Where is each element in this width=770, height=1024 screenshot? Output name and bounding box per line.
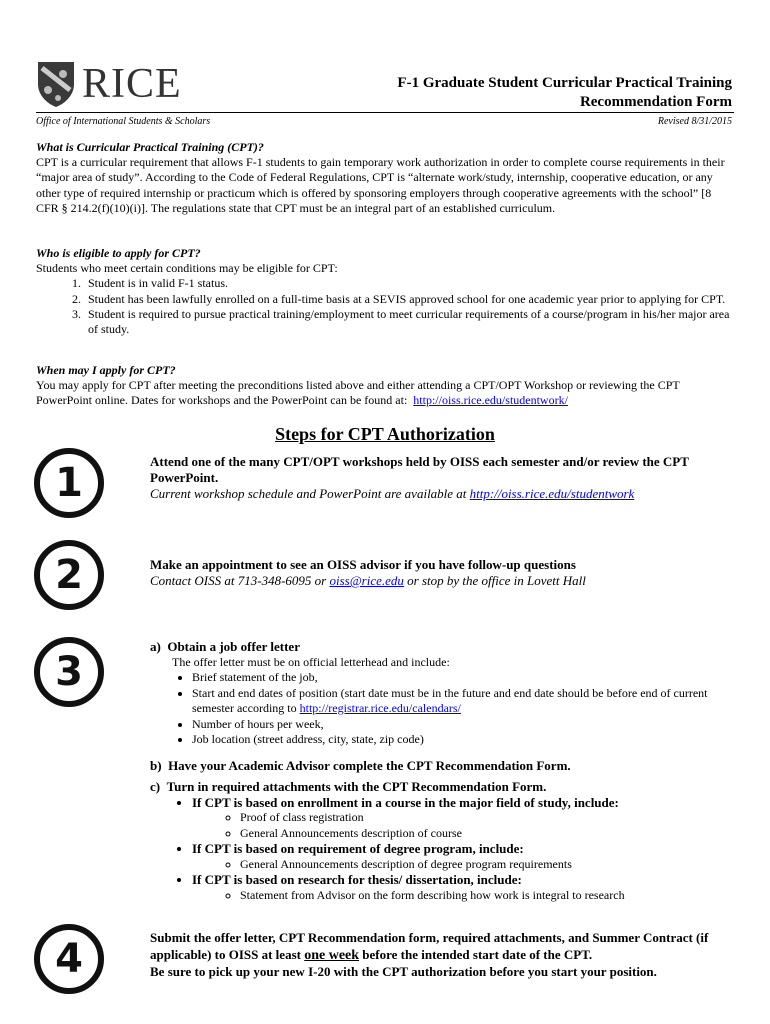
step-3a-intro: The offer letter must be on official letterhead and include: [172, 654, 450, 669]
step-3b-title: Have your Academic Advisor complete the CPT Recommendation Form. [168, 757, 571, 773]
attachment-group-title: If CPT is based on requirement of degree program, include: [192, 841, 524, 856]
eligibility-question: Who is eligible to apply for CPT? [36, 246, 201, 260]
page-title [397, 74, 732, 112]
cpt-question: What is Curricular Practical Training (CPT)? [36, 140, 264, 154]
step-4-icon: 4 [34, 924, 104, 994]
step-1-heading: Attend one of the many CPT/OPT workshops held by OISS each semester and/or review the CPT PowerPoint. [150, 454, 689, 485]
eligibility-section [36, 246, 734, 337]
step-3a-label: a) [150, 639, 161, 654]
list-item: • Job location (street address, city, state, zip code) [192, 732, 734, 748]
step-2-detail [150, 573, 734, 589]
header-divider [36, 112, 734, 113]
list-item [192, 686, 734, 717]
step-2-icon: 2 [34, 540, 104, 610]
step-3c-title: Turn in required attachments with the CPT Recommendation Form. [166, 779, 547, 794]
step-4-text-end: before the intended start date of the CPT. [362, 946, 593, 962]
step-2-contact-text: Contact OISS at 713-348-6095 or [150, 573, 327, 588]
step-4-text: Submit the offer letter, CPT Recommendation form, required attachments, and Summer Contract (if applicable) to OISS at least [150, 930, 709, 962]
title-line-2: Recommendation Form [579, 94, 732, 110]
list-item: 3. Student is required to pursue practical training/employment to meet curricular requirements of a course/program in his/her major area of study. [84, 307, 734, 337]
attachments-list [150, 795, 734, 904]
step-3c-label: c) [150, 779, 161, 794]
step-3c-heading [150, 779, 734, 795]
when-section [36, 363, 734, 409]
list-item: ◦ General Announcements description of degree program requirements [240, 857, 734, 873]
offer-letter-list [150, 670, 734, 748]
list-item: 2. Student has been lawfully enrolled on a full-time basis at a SEVIS approved school for one academic year prior to applying for CPT. [84, 292, 734, 307]
title-line-1: F-1 Graduate Student Curricular Practical Training [397, 75, 732, 91]
attachment-group [192, 795, 734, 842]
cpt-body: CPT is a curricular requirement that allows F-1 students to gain temporary work authorization in order to complete course requirements in their “major area of study”. According to the Code of Federal Regulations, CPT is “alternate work/study, internship, cooperative education, or any other type of required internship or practicum which is offered by sponsoring employers through cooperative agreements with the school” [8 CFR § 214.2(f)(10)(i)]. The regulations state that CPT must be an integral part of an established curriculum. [36, 155, 725, 215]
step-3a-heading [150, 639, 734, 655]
step-4-emphasis: one week [304, 947, 360, 963]
oiss-email-link[interactable]: oiss@rice.edu [329, 573, 404, 588]
step-4 [150, 930, 730, 981]
attachment-group-title: If CPT is based on research for thesis/ dissertation, include: [192, 872, 522, 887]
studentwork-link[interactable]: http://oiss.rice.edu/studentwork/ [413, 393, 568, 408]
attachment-group [192, 872, 734, 903]
step-2 [150, 557, 734, 589]
eligibility-list [36, 276, 734, 337]
step-2-heading: Make an appointment to see an OISS advisor if you have follow-up questions [150, 557, 576, 572]
step-1 [150, 454, 734, 502]
step-3 [150, 639, 734, 903]
attachment-sublist [192, 888, 734, 904]
cpt-section [36, 140, 734, 216]
when-body [36, 378, 734, 408]
list-item: • Number of hours per week, [192, 717, 734, 733]
revised-date: Revised 8/31/2015 [657, 116, 732, 127]
registrar-calendar-link[interactable]: http://registrar.rice.edu/calendars/ [299, 701, 461, 715]
attachment-group-title: If CPT is based on enrollment in a course in the major field of study, include: [192, 794, 619, 810]
when-question: When may I apply for CPT? [36, 363, 176, 377]
when-body-text: You may apply for CPT after meeting the preconditions listed above and either attending a CPT/OPT Workshop or reviewing the CPT PowerPoint online. Dates for workshops and the PowerPoint can be found at: [36, 378, 680, 408]
list-item: ◦ Statement from Advisor on the form describing how work is integral to research [240, 888, 734, 904]
office-name: Office of International Students & Scholars [36, 116, 211, 127]
list-item: ◦ General Announcements description of course [240, 826, 734, 842]
step-1-icon: 1 [34, 448, 104, 518]
step-3b-label: b) [150, 757, 162, 773]
list-item-text: Start and end dates of position (start date must be in the future and end date should be before end of current semester according to [192, 685, 708, 715]
step-2-location-text: or stop by the office in Lovett Hall [407, 573, 586, 588]
list-item: • Brief statement of the job, [192, 670, 734, 686]
list-item: 1. Student is in valid F-1 status. [84, 276, 734, 291]
step-4-reminder: Be sure to pick up your new I-20 with the CPT authorization before you start your position. [150, 964, 657, 979]
rice-shield-icon [36, 60, 76, 108]
steps-title: Steps for CPT Authorization [275, 424, 495, 444]
attachment-sublist [192, 810, 734, 841]
attachment-group [192, 841, 734, 872]
step-1-detail-text: Current workshop schedule and PowerPoint are available at [150, 486, 467, 501]
step-1-detail [150, 486, 734, 502]
eligibility-intro: Students who meet certain conditions may be eligible for CPT: [36, 261, 338, 276]
step-3b-heading [150, 758, 734, 774]
attachment-sublist [192, 857, 734, 873]
step-3a-title: Obtain a job offer letter [167, 639, 300, 654]
step-3-icon: 3 [34, 637, 104, 707]
list-item: ◦ Proof of class registration [240, 810, 734, 826]
rice-logo [36, 58, 182, 110]
logo-wordmark: RICE [82, 61, 182, 107]
step-1-link[interactable]: http://oiss.rice.edu/studentwork [469, 486, 635, 501]
